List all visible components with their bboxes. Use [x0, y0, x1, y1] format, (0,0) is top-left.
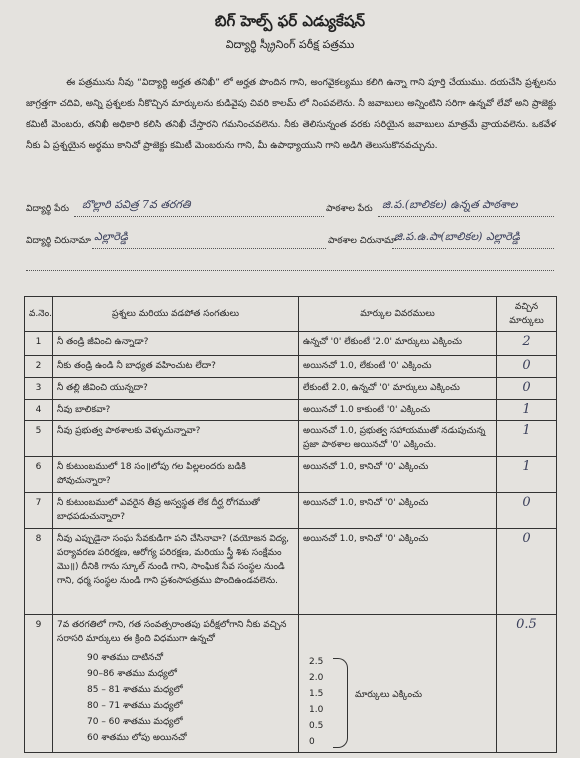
row-number: 9	[25, 615, 53, 753]
table-row	[25, 356, 557, 378]
table-row	[25, 332, 557, 356]
row-score[interactable]: 0	[497, 378, 557, 400]
row-score[interactable]: 0	[497, 493, 557, 529]
table-row	[25, 529, 557, 615]
row-question	[53, 615, 299, 753]
range-item: 85 – 81 శాతము మధ్యలో	[87, 685, 183, 695]
row-score[interactable]: 1	[497, 421, 557, 457]
row-number: 3	[25, 378, 53, 400]
header-question: ప్రశ్నలు మరియు వడపోత సంగతులు	[53, 297, 299, 332]
scale-value: 2.0	[309, 673, 324, 683]
row-number: 1	[25, 332, 53, 356]
range-item: 80 – 71 శాతము మధ్యలో	[87, 701, 183, 711]
scale-value: 0	[309, 737, 315, 747]
row-score[interactable]: 2	[497, 332, 557, 356]
row-marks-detail	[299, 615, 497, 753]
range-item: 90–86 శాతము మధ్యలో	[87, 669, 177, 679]
student-address-line	[92, 248, 326, 249]
row-score[interactable]: 0	[497, 529, 557, 615]
header-serial: వ.నెం.	[25, 297, 53, 332]
scale-value: 2.5	[309, 657, 324, 667]
table-row	[25, 400, 557, 421]
row-marks-detail: అయినచో 1.0, కానిచో '0' ఎక్కించు	[299, 529, 497, 615]
scale-value: 1.5	[309, 689, 324, 699]
row-question: నీకు తండ్రి ఉండి నీ బాధ్యత వహించుట లేదా?	[53, 356, 299, 378]
header-marks-detail: మార్కుల వివరములు	[299, 297, 497, 332]
table-row	[25, 493, 557, 529]
row-number: 6	[25, 457, 53, 493]
table-row	[25, 378, 557, 400]
form-title: బిగ్ హెల్ప్ ఫర్ ఎడ్యుకేషన్	[214, 12, 366, 30]
school-name-label: పాఠశాల పేరు	[326, 204, 373, 214]
table-row	[25, 615, 557, 753]
range-item: 70 – 60 శాతము మధ్యలో	[87, 717, 183, 727]
student-name-label: విద్యార్థి పేరు	[26, 204, 69, 214]
brace-icon	[333, 658, 348, 748]
row-marks-detail: ఉన్నచో '0' లేకుంటే '2.0' మార్కులు ఎక్కించు	[299, 332, 497, 356]
scale-value: 1.0	[309, 705, 324, 715]
row-question: నీ కుటుంబములో ఎవరైన తీవ్ర అస్వస్థత లేక దీర్ఘ రోగముతో బాధపడుచున్నారా?	[53, 493, 299, 529]
marks-scale	[303, 618, 492, 747]
percentage-range-list	[87, 650, 294, 746]
header-score: వచ్చిన మార్కులు	[497, 297, 557, 332]
row-score[interactable]: 0	[497, 356, 557, 378]
row-number: 7	[25, 493, 53, 529]
student-address-value: ఎల్లారెడ్డి	[94, 230, 129, 243]
scale-value: 0.5	[309, 721, 324, 731]
row-question: నీ కుటుంబములో 18 సం॥లోపు గల పిల్లలందరు బడికి పోవుచున్నారా?	[53, 457, 299, 493]
row-score[interactable]: 1	[497, 457, 557, 493]
row-number: 4	[25, 400, 53, 421]
row-question: నీ తల్లి జీవించి యున్నదా?	[53, 378, 299, 400]
row-question: నీ తండ్రి జీవించి ఉన్నాడా?	[53, 332, 299, 356]
row-question: నీవు ప్రభుత్వ పాఠశాలకు వెళ్ళుచున్నావా?	[53, 421, 299, 457]
school-address-label: పాఠశాల చిరునామా	[328, 236, 397, 246]
student-name-line	[74, 216, 324, 217]
row-marks-detail: లేకుంటే 2.0, ఉన్నచో '0' మార్కులు ఎక్కించు	[299, 378, 497, 400]
row-question: నీవు బాలికవా?	[53, 400, 299, 421]
row-number: 2	[25, 356, 53, 378]
row-question: నీవు ఎప్పుడైనా సంఘ సేవకుడిగా పని చేసినావా? (వయోజన విద్య, పర్యావరణ పరిరక్షణ, ఆరోగ్య పరిరక్షణ, మరియు స్త్రీ శిశు సంక్షేమం మొ॥) దీనికి గాను స్కూల్ నుండి గాని, సాంఘిక సేవ సంస్థల నుండి గాని, ధర్మ సంస్థల నుండి గాని ప్రశంసాపత్రము పొందిఉండవలెను.	[53, 529, 299, 615]
school-name-line	[378, 216, 554, 217]
student-name-value: బొల్లారి పవిత్ర 7వ తరగతి	[82, 198, 191, 211]
blank-line	[26, 270, 554, 271]
row-marks-detail: అయినచో 1.0, కానిచో '0' ఎక్కించు	[299, 493, 497, 529]
table-header-row	[25, 297, 557, 332]
table-row	[25, 421, 557, 457]
row-marks-detail: అయినచో 1.0, ప్రభుత్వ సహాయముతో నడుపుచున్న ప్రజా పాఠశాల అయినచో '0' ఎక్కించు.	[299, 421, 497, 457]
table-row	[25, 457, 557, 493]
row-score[interactable]: 1	[497, 400, 557, 421]
instructions-paragraph: ఈ పత్రమును నీవు “విద్యార్థి అర్హత తనిఖీ” లో అర్హత పొందిన గాని, అంగవైకల్యము కలిగి ఉన్నా గాని పూర్తి చేయుము. దయచేసి ప్రశ్నలను జాగ్రత్తగా చదివి, అన్ని ప్రశ్నలకు నీకొచ్చిన మార్కులను కుడివైపు చివరి కాలమ్ లో నింపవలెను. నీ జవాబులు అన్నింటిని సరిగా ఉన్నవో లేవో అని ప్రాజెక్టు కమిటీ మెంబరు, తనిఖీ అధికారి కలిసి తనిఖీ చేస్తారని గమనించవలెను. నీకు తెలిసున్నంత వరకు సరియైన జవాబులు మాత్రమే వ్రాయవలెను. ఒకవేళ నీకు ఏ ప్రశ్నయైన అర్థము కానిచో ప్రాజెక్టు కమిటీ మెంబరును గాని, మీ ఉపాధ్యాయుని గాని అడిగి తెలుసుకొనవచ్చును.	[26, 77, 556, 151]
screening-table	[24, 296, 557, 753]
school-name-value: జి.ప.(బాలికల) ఉన్నత పాఠశాల	[382, 198, 518, 211]
marks-scale-values	[309, 654, 323, 750]
scale-label: మార్కులు ఎక్కించు	[355, 690, 423, 700]
student-address-label: విద్యార్థి చిరునామా	[26, 236, 91, 246]
row-marks-detail: అయినచో 1.0, కానిచో '0' ఎక్కించు	[299, 457, 497, 493]
row-number: 8	[25, 529, 53, 615]
range-item: 90 శాతము దాటినచో	[87, 653, 164, 663]
row-score[interactable]: 0.5	[497, 615, 557, 753]
school-address-value: జి.ప.ఉ.పా(బాలికల) ఎల్లారెడ్డి	[394, 230, 520, 243]
school-address-line	[392, 248, 554, 249]
form-subtitle: విద్యార్థి స్క్రీనింగ్ పరీక్ష పత్రము	[225, 38, 355, 51]
range-item: 60 శాతము లోపు అయినచో	[87, 733, 187, 743]
row-number: 5	[25, 421, 53, 457]
row-marks-detail: అయినచో 1.0 కాకుంటే '0' ఎక్కించు	[299, 400, 497, 421]
row9-question-text: 7వ తరగతిలో గాని, గత సంవత్సరాంతపు పరీక్షలోగాని నీకు వచ్చిన సరాసరి మార్కులు ఈ క్రింది విధముగా ఉన్నచో	[57, 620, 287, 644]
row-marks-detail: అయినచో 1.0, లేకుంటే '0' ఎక్కించు	[299, 356, 497, 378]
